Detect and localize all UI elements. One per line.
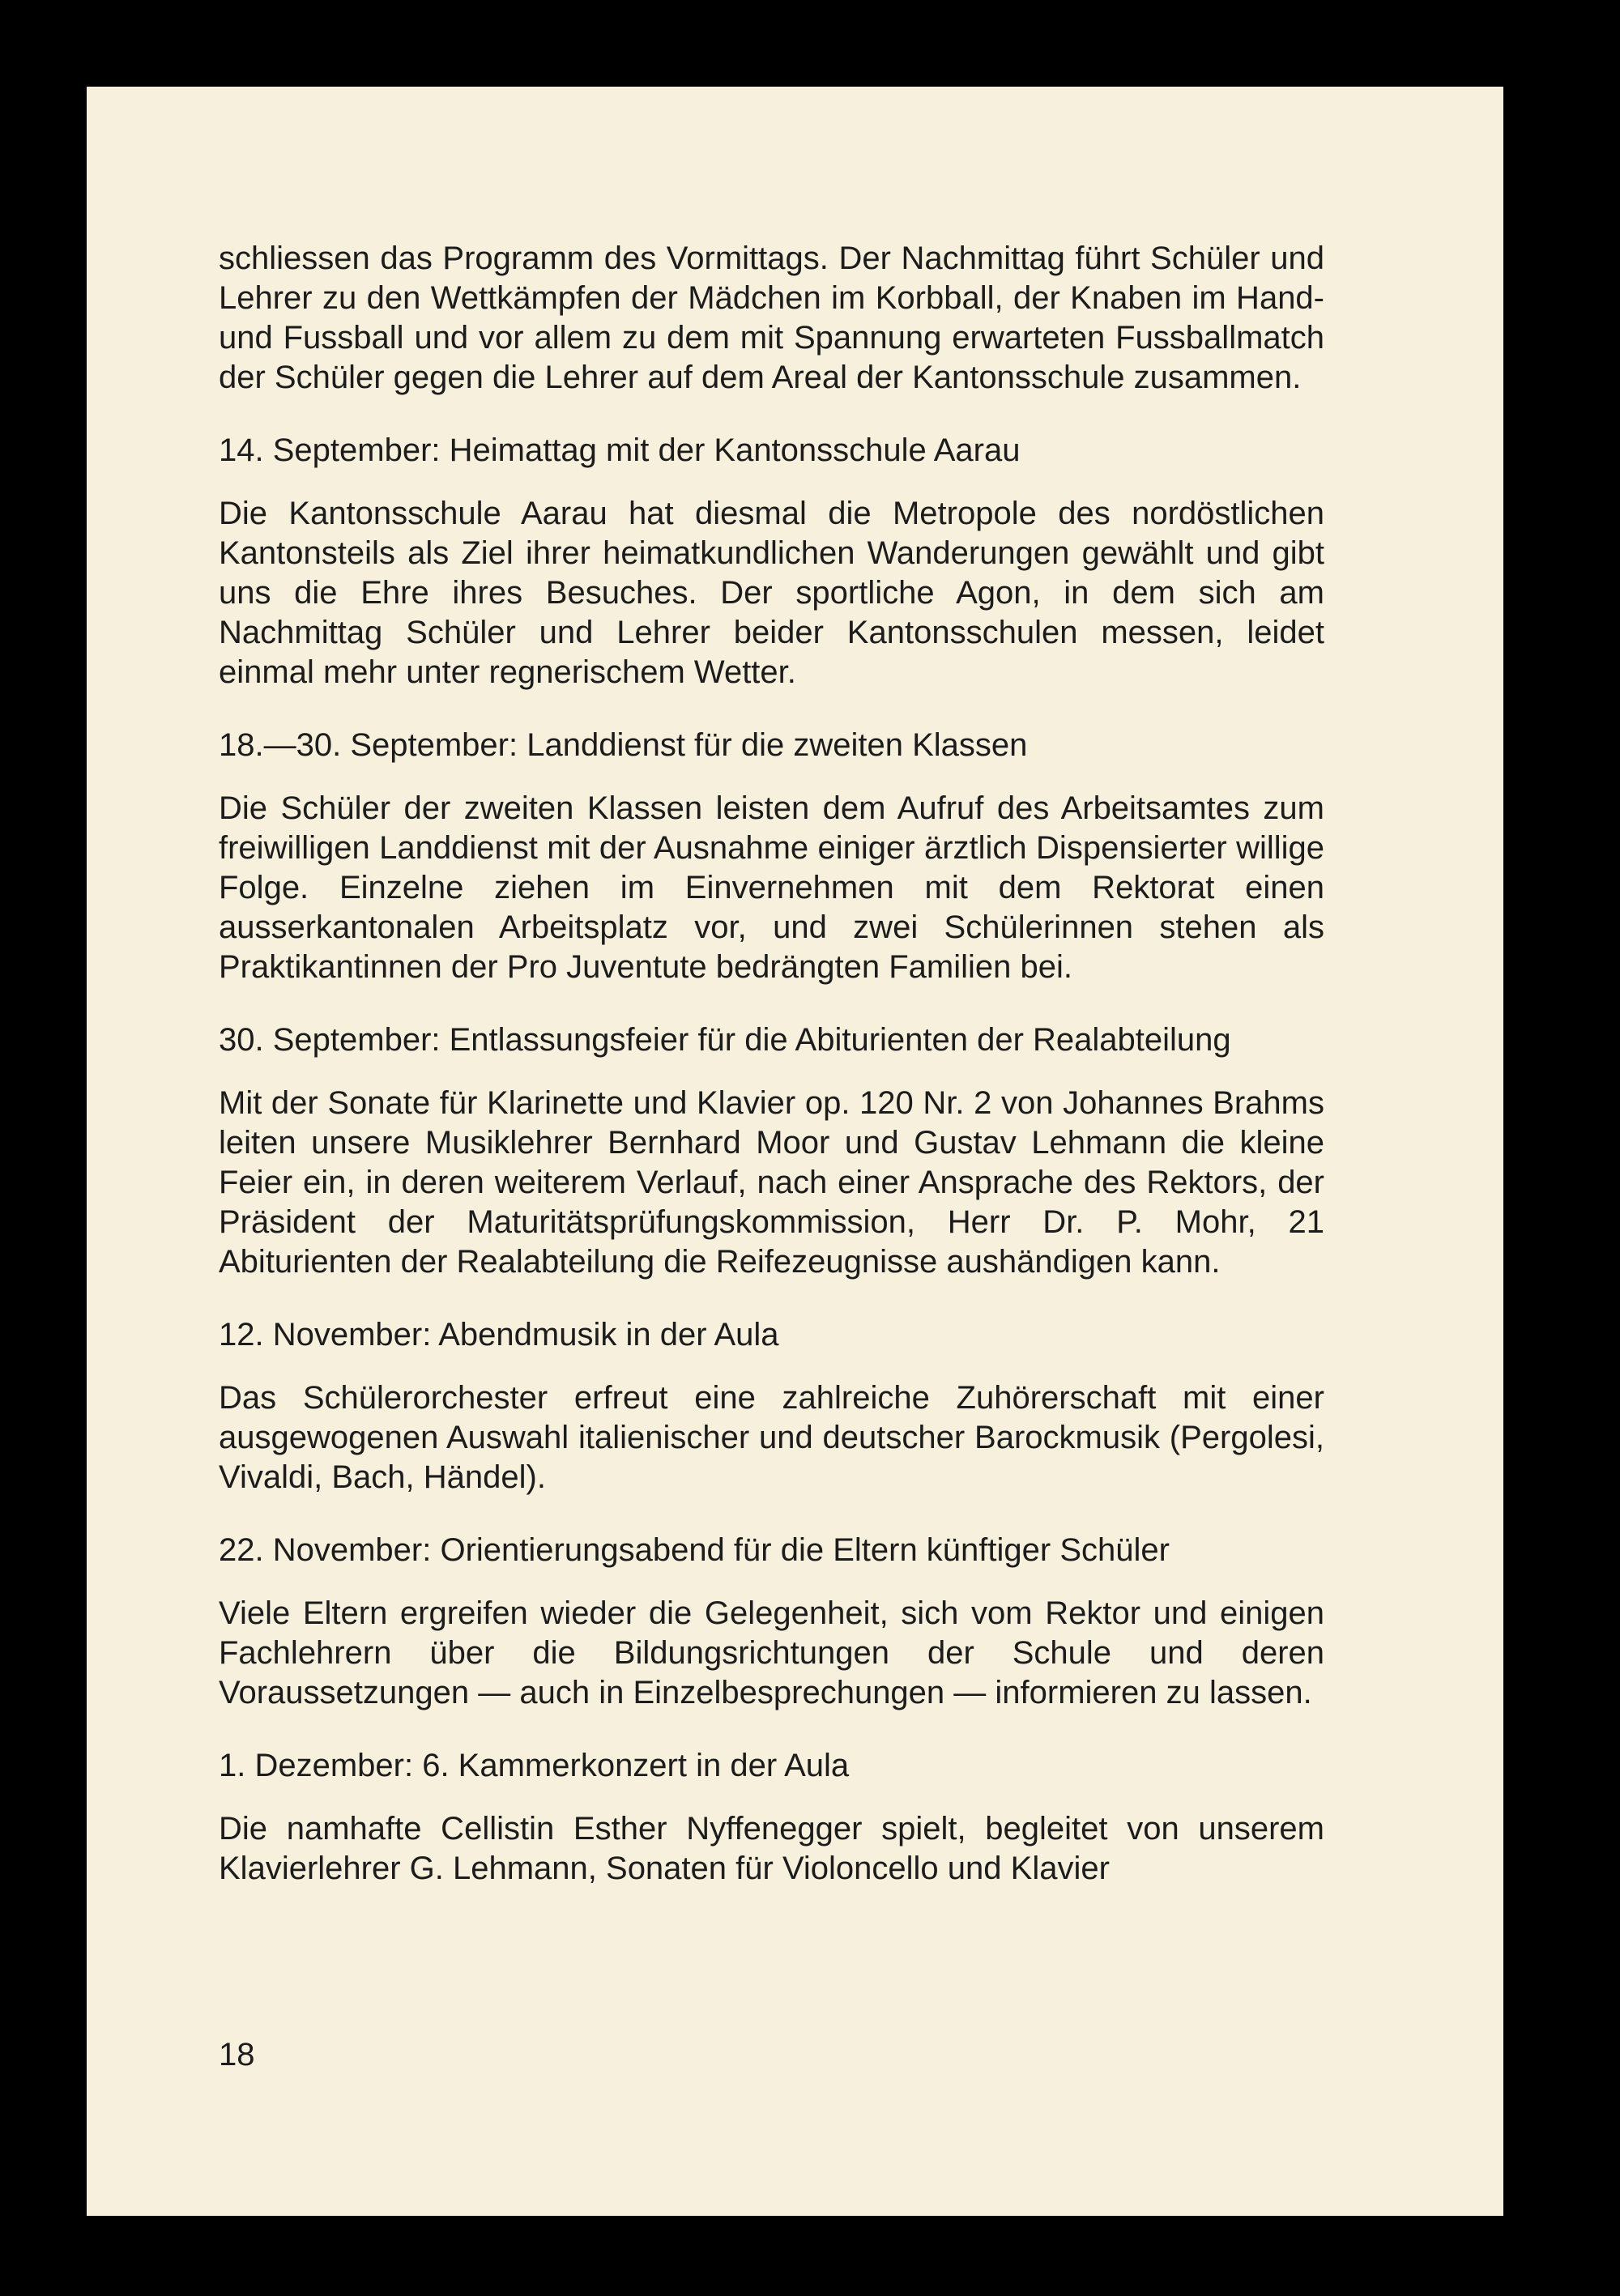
- page-number: 18: [219, 2037, 255, 2072]
- document-page: [87, 87, 1503, 2216]
- entry-text-orientierungsabend: Viele Eltern ergreifen wieder die Gelegenheit, sich vom Rektor und einigen Fachlehrern über die Bildungsrichtungen der Schule und deren Voraussetzungen — auch in Einzelbesprechungen — informieren zu lassen.: [219, 1595, 1324, 1710]
- entry-text-kammerkonzert: Die namhafte Cellistin Esther Nyffenegger spielt, begleitet von unserem Klavierlehrer G. Lehmann, Sonaten für Violoncello und Klavier: [219, 1811, 1324, 1886]
- entry-heading-abendmusik: 12. November: Abendmusik in der Aula: [219, 1317, 779, 1352]
- intro-paragraph: schliessen das Programm des Vormittags. Der Nachmittag führt Schüler und Lehrer zu den Wettkämpfen der Mädchen im Korbball, der Knaben im Hand- und Fussball und vor allem zu dem mit Spannung erwarteten Fussballmatch der Schüler gegen die Lehrer auf dem Areal der Kantonsschule zusammen.: [219, 241, 1324, 395]
- page-content: [219, 239, 1324, 1889]
- entry-text-heimattag: Die Kantonsschule Aarau hat diesmal die Metropole des nordöstlichen Kantonsteils als Ziel ihrer heimatkundlichen Wanderungen gewählt und gibt uns die Ehre ihres Besuches. Der sportliche Agon, in dem sich am Nachmittag Schüler und Lehrer beider Kantonsschulen messen, leidet einmal mehr unter regnerischem Wetter.: [219, 496, 1324, 690]
- entry-heading-kammerkonzert: 1. Dezember: 6. Kammerkonzert in der Aula: [219, 1748, 850, 1783]
- entry-text-entlassungsfeier: Mit der Sonate für Klarinette und Klavier op. 120 Nr. 2 von Johannes Brahms leiten unsere Musiklehrer Bernhard Moor und Gustav Lehmann die kleine Feier ein, in deren weiterem Verlauf, nach einer Ansprache des Rektors, der Präsident der Maturitätsprüfungskommission, Herr Dr. P. Mohr, 21 Abiturienten der Realabteilung die Reifezeugnisse aushändigen kann.: [219, 1085, 1324, 1280]
- entry-text-landdienst: Die Schüler der zweiten Klassen leisten dem Aufruf des Arbeitsamtes zum freiwilligen Landdienst mit der Ausnahme einiger ärztlich Dispensierter willige Folge. Einzelne ziehen im Einvernehmen mit dem Rektorat einen ausserkantonalen Arbeitsplatz vor, und zwei Schülerinnen stehen als Praktikantinnen der Pro Juventute bedrängten Familien bei.: [219, 790, 1324, 985]
- entry-heading-landdienst: 18.—30. September: Landdienst für die zweiten Klassen: [219, 727, 1028, 763]
- entry-heading-heimattag: 14. September: Heimattag mit der Kantonsschule Aarau: [219, 432, 1021, 468]
- entry-heading-entlassungsfeier: 30. September: Entlassungsfeier für die Abiturienten der Realabteilung: [219, 1022, 1231, 1058]
- entry-text-abendmusik: Das Schülerorchester erfreut eine zahlreiche Zuhörerschaft mit einer ausgewogenen Auswahl italienischer und deutscher Barockmusik (Pergolesi, Vivaldi, Bach, Händel).: [219, 1380, 1324, 1495]
- entry-heading-orientierungsabend: 22. November: Orientierungsabend für die Eltern künftiger Schüler: [219, 1532, 1170, 1568]
